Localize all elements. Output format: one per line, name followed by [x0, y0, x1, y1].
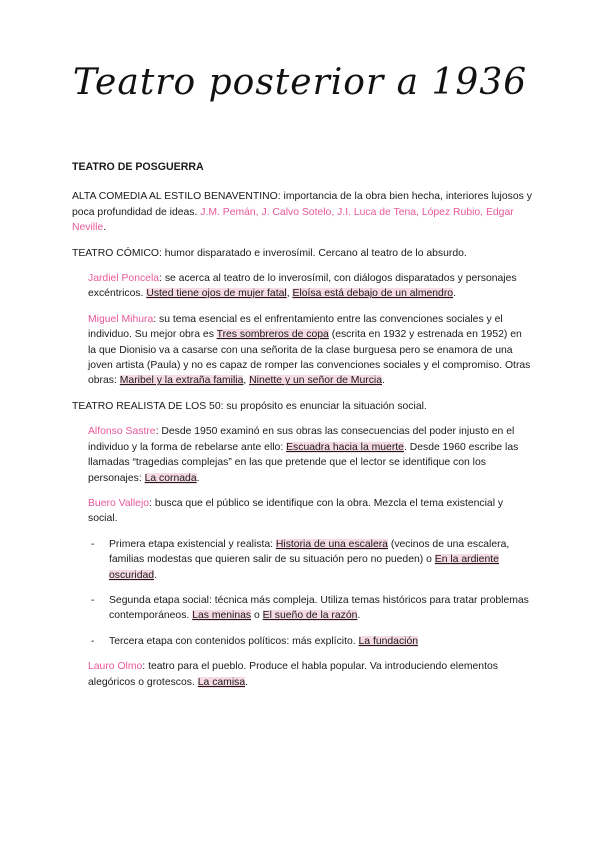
- buero-author: Buero Vallejo: [88, 497, 150, 509]
- alta-comedia-text: ALTA COMEDIA AL ESTILO BENAVENTINO: importancia de la obra bien hecha, interiores lujosos y poca profundidad de ideas.: [72, 191, 532, 218]
- jardiel-work-2: Eloísa está debajo de un almendro: [292, 288, 454, 300]
- jardiel-end: .: [453, 288, 456, 300]
- document-body: [72, 160, 532, 700]
- olmo-work: La camisa: [197, 676, 246, 688]
- sastre-text-1: : Desde 1950 examinó en sus obras las consecuencias del poder injusto en el individuo y la forma de rebelarse ante ello:: [88, 426, 515, 453]
- alta-comedia-authors: J.M. Pemán, J. Calvo Sotelo, J.I. Luca de Tena, López Rubio, Edgar Neville: [72, 206, 514, 234]
- stage-text-2: (vecinos de una escalera, familias modestas que quieren salir de su situación pero no pueden) o: [109, 538, 510, 566]
- sastre-author: Alfonso Sastre: [88, 426, 156, 438]
- sastre-paragraph: [88, 424, 532, 486]
- stage-end: .: [357, 610, 361, 622]
- mihura-author: Miguel Mihura: [88, 313, 154, 325]
- olmo-author: Lauro Olmo: [88, 661, 143, 673]
- dash-bullet: -: [91, 635, 95, 647]
- stage-work-2: En la ardiente oscuridad: [109, 554, 499, 581]
- olmo-text: : teatro para el pueblo. Produce el habla popular. Va introduciendo elementos alegóricos o grotescos.: [88, 661, 498, 688]
- list-item: [88, 593, 532, 624]
- sastre-text-2: . Desde 1960 escribe las llamadas “tragedias complejas” en las que pretende que el lector se identifique con los personajes:: [88, 441, 519, 484]
- mihura-work-3: Ninette y un señor de Murcia: [249, 375, 382, 387]
- section-heading: TEATRO DE POSGUERRA: [72, 161, 204, 173]
- jardiel-author: Jardiel Poncela: [88, 273, 160, 285]
- mihura-sep: ,: [243, 375, 250, 387]
- list-item: [88, 537, 532, 583]
- olmo-paragraph: [88, 659, 532, 690]
- sastre-work-1: Escuadra hacia la muerte: [286, 441, 404, 453]
- mihura-work-2: Maribel y la extraña familia: [119, 375, 244, 387]
- teatro-comico-paragraph: TEATRO CÓMICO: humor disparatado e inverosímil. Cercano al teatro de lo absurdo.: [72, 247, 467, 259]
- alta-comedia-end: .: [103, 222, 107, 234]
- teatro-realista-paragraph: TEATRO REALISTA DE LOS 50: su propósito es enunciar la situación social.: [72, 400, 427, 412]
- stage-work-1: Las meninas: [192, 610, 252, 622]
- mihura-text-2: (escrita en 1932 y estrenada en 1952) en la que Dionisio va a casarse con una señorita de la clase burguesa pero se enamora de una joven artista (Paula) y no es capaz de romper las convenciones sociales y el compromiso. Otras obras:: [88, 329, 531, 387]
- dash-bullet: -: [91, 538, 95, 550]
- mihura-work-1: Tres sombreros de copa: [216, 329, 329, 341]
- mihura-text-1: : su tema esencial es el enfrentamiento entre las convenciones sociales y el individuo. Su mejor obra es: [88, 313, 503, 341]
- olmo-end: .: [245, 676, 248, 688]
- stage-work-1: Historia de una escalera: [275, 538, 388, 550]
- jardiel-paragraph: [88, 271, 532, 302]
- stage-text-2: o: [251, 610, 263, 622]
- page-title: Teatro posterior a 1936: [72, 62, 528, 103]
- sastre-work-2: La cornada: [144, 472, 197, 484]
- dash-bullet: -: [91, 594, 95, 606]
- stage-end: .: [154, 569, 157, 581]
- stage-text-1: Segunda etapa social: técnica más compleja. Utiliza temas históricos para tratar problemas contemporáneos.: [109, 594, 529, 622]
- jardiel-sep: ,: [286, 288, 293, 300]
- list-item: [88, 634, 532, 649]
- buero-paragraph: [88, 496, 532, 527]
- mihura-paragraph: [88, 312, 532, 389]
- alta-comedia-paragraph: [72, 189, 532, 235]
- buero-stages-list: [88, 537, 532, 649]
- stage-text-1: Primera etapa existencial y realista:: [109, 538, 276, 550]
- stage-work-1: La fundación: [358, 635, 419, 647]
- stage-text-1: Tercera etapa con contenidos políticos: más explícito.: [109, 635, 359, 647]
- stage-work-2: El sueño de la razón: [262, 610, 358, 622]
- mihura-end: .: [381, 375, 385, 387]
- jardiel-work-1: Usted tiene ojos de mujer fatal: [146, 288, 287, 300]
- buero-text: : busca que el público se identifique con la obra. Mezcla el tema existencial y social.: [88, 497, 504, 525]
- jardiel-text: : se acerca al teatro de lo inverosímil, con diálogos disparatados y personajes excéntricos.: [88, 273, 517, 300]
- sastre-end: .: [196, 472, 200, 484]
